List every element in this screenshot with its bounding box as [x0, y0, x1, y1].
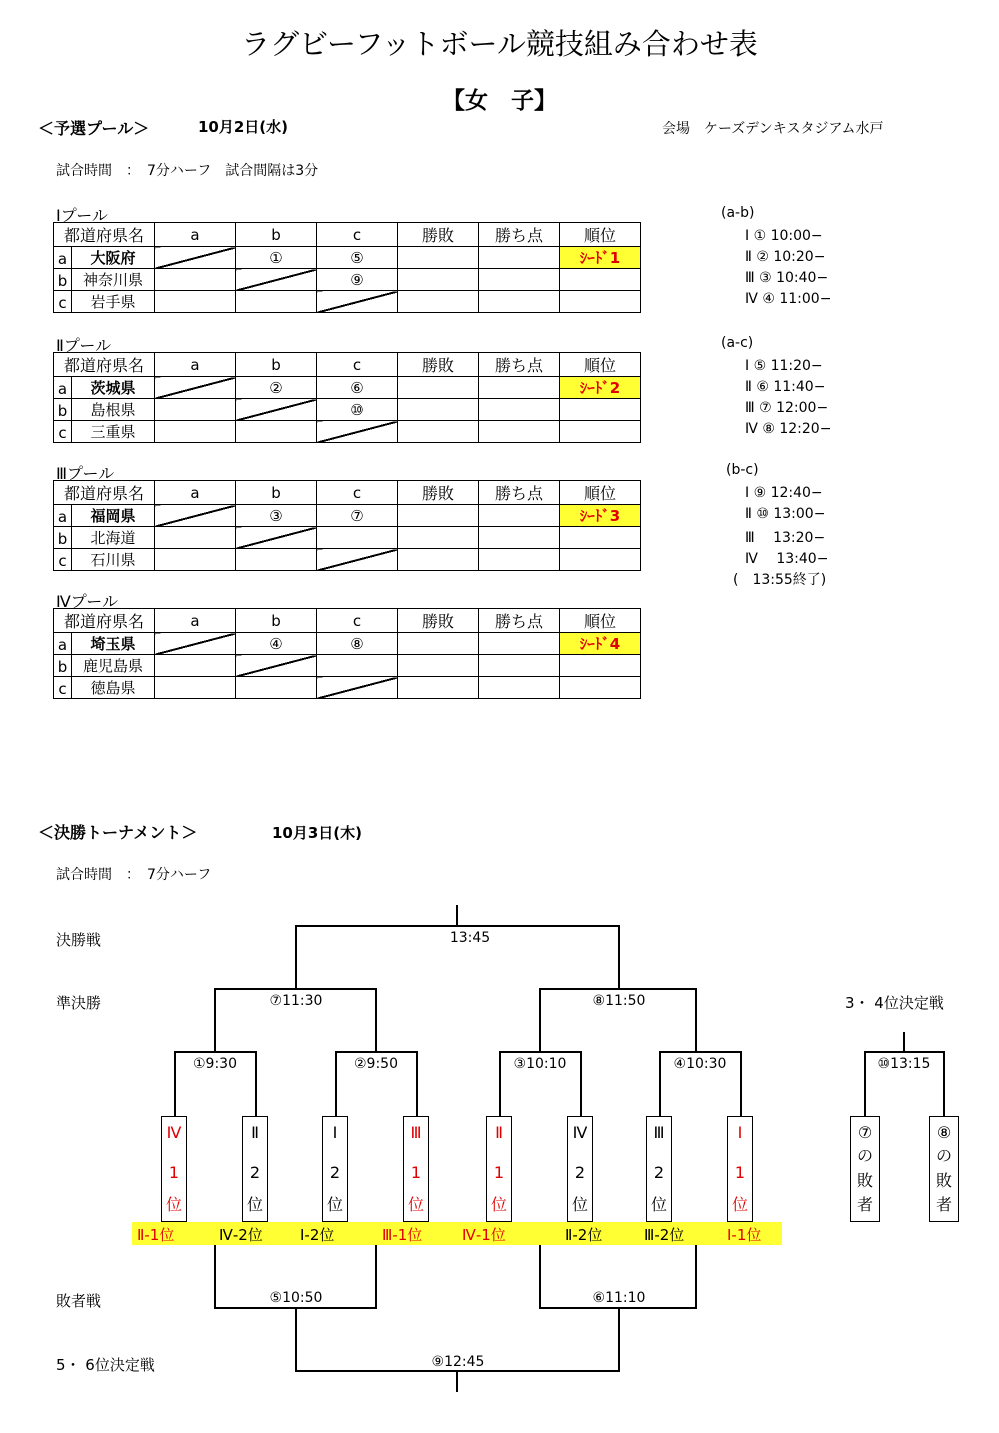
cell-rank [560, 677, 641, 699]
seed-box-text: 2 [249, 1162, 261, 1182]
cell-b [236, 527, 317, 549]
col-header: 勝敗 [398, 609, 479, 633]
cell-result [398, 399, 479, 421]
cell-a [155, 377, 236, 399]
schedule-item: Ⅱ ⑩ 13:00− [745, 506, 826, 522]
seed-box [242, 1116, 268, 1222]
prefecture: 茨城県 [72, 377, 155, 399]
round-semi: 準決勝 [56, 994, 102, 1012]
cell-a [155, 655, 236, 677]
seed-box-text: 位 [407, 1194, 424, 1214]
cell-result [398, 527, 479, 549]
seed-band-label: Ⅳ-1位 [462, 1226, 506, 1244]
cell-points [479, 633, 560, 655]
seed-box-text: 1 [168, 1162, 180, 1182]
seed-box-text: 1 [410, 1162, 422, 1182]
seeding-band [132, 1222, 782, 1245]
table-row [54, 421, 641, 443]
col-header: 順位 [560, 353, 641, 377]
seed-box-text: Ⅲ [653, 1123, 665, 1142]
seed-box-text: Ⅰ [737, 1123, 743, 1142]
cell-points [479, 421, 560, 443]
schedule-item: Ⅰ ⑨ 12:40− [745, 485, 823, 501]
match-loser-right: ⑥11:10 [592, 1290, 646, 1306]
seed-box [322, 1116, 348, 1222]
prelim-time-note: 試合時間 ： 7分ハーフ 試合間隔は3分 [56, 163, 319, 179]
prelim-heading: ＜予選プール＞ [38, 119, 150, 138]
schedule-item: Ⅳ ④ 11:00− [745, 291, 832, 307]
prefecture: 徳島県 [72, 677, 155, 699]
pool-table [53, 608, 641, 699]
cell-rank [560, 655, 641, 677]
col-header: b [236, 609, 317, 633]
cell-c: ⑤ [317, 247, 398, 269]
match-final: 13:45 [449, 930, 491, 946]
cell-points [479, 291, 560, 313]
seed-box-text: 位 [490, 1194, 507, 1214]
seed-box-text: Ⅳ [166, 1123, 182, 1142]
schedule-item: Ⅲ ⑦ 12:00− [745, 400, 829, 416]
prefecture: 北海道 [72, 527, 155, 549]
row-index: c [54, 549, 72, 571]
cell-c [317, 291, 398, 313]
cell-a [155, 527, 236, 549]
cell-points [479, 677, 560, 699]
cell-rank: ｼｰﾄﾞ2 [560, 377, 641, 399]
schedule-item: ( 13:55終了) [733, 572, 827, 588]
table-row [54, 677, 641, 699]
loser-box-text: 敗 [856, 1170, 873, 1190]
cell-a [155, 633, 236, 655]
table-row [54, 505, 641, 527]
seed-box-text: Ⅰ [332, 1123, 338, 1142]
schedule-item: Ⅳ ⑧ 12:20− [745, 421, 832, 437]
cell-b [236, 677, 317, 699]
pool-table [53, 352, 641, 443]
round-fifth: 5・ 6位決定戦 [56, 1356, 155, 1374]
page-title: ラグビーフットボール競技組み合わせ表 [241, 27, 758, 61]
col-header: c [317, 481, 398, 505]
cell-b: ① [236, 247, 317, 269]
loser-box [929, 1116, 959, 1222]
seed-band-label: Ⅱ-2位 [565, 1226, 603, 1244]
cell-a [155, 269, 236, 291]
row-index: a [54, 633, 72, 655]
pool-label: Ⅰプール [56, 206, 108, 225]
cell-result [398, 655, 479, 677]
row-index: c [54, 677, 72, 699]
cell-points [479, 399, 560, 421]
col-header: 都道府県名 [54, 353, 155, 377]
seed-band-label: Ⅳ-2位 [219, 1226, 263, 1244]
prefecture: 大阪府 [72, 247, 155, 269]
table-row [54, 269, 641, 291]
cell-rank [560, 421, 641, 443]
seed-box-text: 位 [165, 1194, 182, 1214]
cell-points [479, 269, 560, 291]
schedule-item: Ⅱ ② 10:20− [745, 249, 826, 265]
match-q2: ②9:50 [354, 1056, 398, 1072]
loser-box-text: の [935, 1146, 952, 1166]
cell-rank [560, 527, 641, 549]
row-index: a [54, 247, 72, 269]
table-row [54, 527, 641, 549]
col-header: b [236, 223, 317, 247]
table-row [54, 655, 641, 677]
col-header: a [155, 481, 236, 505]
schedule-group-head: (b-c) [726, 462, 759, 478]
match-semi-left: ⑦11:30 [269, 993, 323, 1009]
cell-b [236, 655, 317, 677]
final-time-note: 試合時間 ： 7分ハーフ [56, 867, 212, 883]
seed-band-label: Ⅱ-1位 [137, 1226, 175, 1244]
match-loser-left: ⑤10:50 [269, 1290, 323, 1306]
seed-box-text: 位 [246, 1194, 263, 1214]
table-row [54, 247, 641, 269]
loser-box-text: 者 [935, 1194, 952, 1214]
seed-box [727, 1116, 753, 1222]
seed-band-label: Ⅰ-1位 [727, 1226, 762, 1244]
cell-a [155, 247, 236, 269]
cell-b: ③ [236, 505, 317, 527]
col-header: b [236, 481, 317, 505]
row-index: b [54, 269, 72, 291]
cell-a [155, 421, 236, 443]
col-header: c [317, 223, 398, 247]
cell-c [317, 421, 398, 443]
row-index: a [54, 377, 72, 399]
col-header: a [155, 223, 236, 247]
round-final: 決勝戦 [56, 931, 102, 949]
seed-box-text: 2 [329, 1162, 341, 1182]
cell-a [155, 549, 236, 571]
row-index: b [54, 399, 72, 421]
col-header: 勝ち点 [479, 223, 560, 247]
prefecture: 鹿児島県 [72, 655, 155, 677]
seed-box-text: 位 [571, 1194, 588, 1214]
cell-a [155, 291, 236, 313]
cell-result [398, 421, 479, 443]
cell-b [236, 549, 317, 571]
cell-c: ⑧ [317, 633, 398, 655]
match-q1: ①9:30 [193, 1056, 237, 1072]
cell-b [236, 421, 317, 443]
cell-c [317, 655, 398, 677]
col-header: 順位 [560, 609, 641, 633]
cell-points [479, 655, 560, 677]
cell-b [236, 291, 317, 313]
col-header: a [155, 609, 236, 633]
cell-rank: ｼｰﾄﾞ4 [560, 633, 641, 655]
schedule-item: Ⅰ ⑤ 11:20− [745, 358, 823, 374]
cell-a [155, 677, 236, 699]
cell-c [317, 677, 398, 699]
match-q4: ④10:30 [673, 1056, 727, 1072]
cell-rank [560, 549, 641, 571]
cell-c [317, 549, 398, 571]
page-subtitle: 【女 子】 [442, 88, 557, 114]
round-loser: 敗者戦 [56, 1292, 102, 1310]
prefecture: 岩手県 [72, 291, 155, 313]
row-index: c [54, 421, 72, 443]
col-header: 勝ち点 [479, 481, 560, 505]
loser-box-text: 者 [856, 1194, 873, 1214]
prefecture: 島根県 [72, 399, 155, 421]
col-header: b [236, 353, 317, 377]
seed-box [161, 1116, 187, 1222]
seed-box-text: 位 [326, 1194, 343, 1214]
seed-box-text: 2 [653, 1162, 665, 1182]
cell-result [398, 549, 479, 571]
col-header: 都道府県名 [54, 223, 155, 247]
cell-points [479, 527, 560, 549]
cell-result [398, 247, 479, 269]
seed-box-text: Ⅱ [495, 1123, 503, 1142]
cell-rank [560, 269, 641, 291]
cell-b [236, 399, 317, 421]
seed-band-label: Ⅲ-2位 [644, 1226, 685, 1244]
pool-label: Ⅳプール [56, 592, 118, 611]
match-fifth: ⑨12:45 [431, 1354, 485, 1370]
seed-box-text: 位 [731, 1194, 748, 1214]
seed-band-label: Ⅲ-1位 [382, 1226, 423, 1244]
row-index: c [54, 291, 72, 313]
final-heading: ＜決勝トーナメント＞ [38, 823, 198, 842]
table-row [54, 549, 641, 571]
cell-result [398, 269, 479, 291]
loser-box [850, 1116, 880, 1222]
table-row [54, 291, 641, 313]
prefecture: 埼玉県 [72, 633, 155, 655]
seed-box [646, 1116, 672, 1222]
cell-c [317, 527, 398, 549]
schedule-group-head: (a-b) [721, 205, 755, 221]
venue: 会場 ケーズデンキスタジアム水戸 [662, 121, 884, 137]
seed-box [486, 1116, 512, 1222]
col-header: 勝敗 [398, 223, 479, 247]
cell-c: ⑩ [317, 399, 398, 421]
cell-rank [560, 399, 641, 421]
pool-label: Ⅱプール [56, 336, 112, 355]
loser-box-text: ⑧ [936, 1123, 952, 1142]
seed-box-text: 1 [734, 1162, 746, 1182]
table-row [54, 633, 641, 655]
col-header: 都道府県名 [54, 609, 155, 633]
col-header: c [317, 609, 398, 633]
col-header: 勝敗 [398, 353, 479, 377]
seed-box-text: 2 [574, 1162, 586, 1182]
schedule-item: Ⅱ ⑥ 11:40− [745, 379, 826, 395]
cell-rank: ｼｰﾄﾞ1 [560, 247, 641, 269]
row-index: a [54, 505, 72, 527]
schedule-item: Ⅰ ① 10:00− [745, 228, 823, 244]
schedule-item: Ⅳ 13:40− [745, 551, 829, 567]
cell-points [479, 247, 560, 269]
match-third: ⑩13:15 [877, 1056, 931, 1072]
seed-box-text: Ⅲ [410, 1123, 422, 1142]
schedule-group-head: (a-c) [721, 335, 754, 351]
cell-c: ⑨ [317, 269, 398, 291]
loser-box-text: 敗 [935, 1170, 952, 1190]
schedule-item: Ⅲ ③ 10:40− [745, 270, 829, 286]
seed-box [403, 1116, 429, 1222]
cell-result [398, 677, 479, 699]
cell-result [398, 505, 479, 527]
col-header: 勝ち点 [479, 609, 560, 633]
cell-b [236, 269, 317, 291]
prefecture: 三重県 [72, 421, 155, 443]
prefecture: 石川県 [72, 549, 155, 571]
third-place-label: 3・ 4位決定戦 [845, 994, 944, 1012]
cell-points [479, 505, 560, 527]
cell-a [155, 505, 236, 527]
prelim-date: 10月2日(水) [198, 118, 289, 136]
cell-points [479, 549, 560, 571]
col-header: 勝ち点 [479, 353, 560, 377]
cell-result [398, 291, 479, 313]
seed-box-text: 位 [650, 1194, 667, 1214]
table-row [54, 399, 641, 421]
seed-box-text: 1 [493, 1162, 505, 1182]
row-index: b [54, 655, 72, 677]
cell-result [398, 633, 479, 655]
seed-box-text: Ⅳ [572, 1123, 588, 1142]
cell-a [155, 399, 236, 421]
cell-points [479, 377, 560, 399]
col-header: 順位 [560, 481, 641, 505]
seed-band-label: Ⅰ-2位 [300, 1226, 335, 1244]
match-semi-right: ⑧11:50 [592, 993, 646, 1009]
cell-c: ⑥ [317, 377, 398, 399]
loser-box-text: の [856, 1146, 873, 1166]
prefecture: 神奈川県 [72, 269, 155, 291]
col-header: 都道府県名 [54, 481, 155, 505]
pool-table [53, 480, 641, 571]
cell-b: ② [236, 377, 317, 399]
col-header: a [155, 353, 236, 377]
col-header: 順位 [560, 223, 641, 247]
pool-label: Ⅲプール [56, 464, 115, 483]
col-header: 勝敗 [398, 481, 479, 505]
cell-rank [560, 291, 641, 313]
final-date: 10月3日(木) [272, 824, 363, 842]
pool-table [53, 222, 641, 313]
col-header: c [317, 353, 398, 377]
prefecture: 福岡県 [72, 505, 155, 527]
cell-rank: ｼｰﾄﾞ3 [560, 505, 641, 527]
loser-box-text: ⑦ [857, 1123, 873, 1142]
table-row [54, 377, 641, 399]
cell-c: ⑦ [317, 505, 398, 527]
schedule-item: Ⅲ 13:20− [745, 530, 826, 546]
match-q3: ③10:10 [513, 1056, 567, 1072]
cell-result [398, 377, 479, 399]
row-index: b [54, 527, 72, 549]
cell-b: ④ [236, 633, 317, 655]
seed-box [567, 1116, 593, 1222]
seed-box-text: Ⅱ [251, 1123, 259, 1142]
